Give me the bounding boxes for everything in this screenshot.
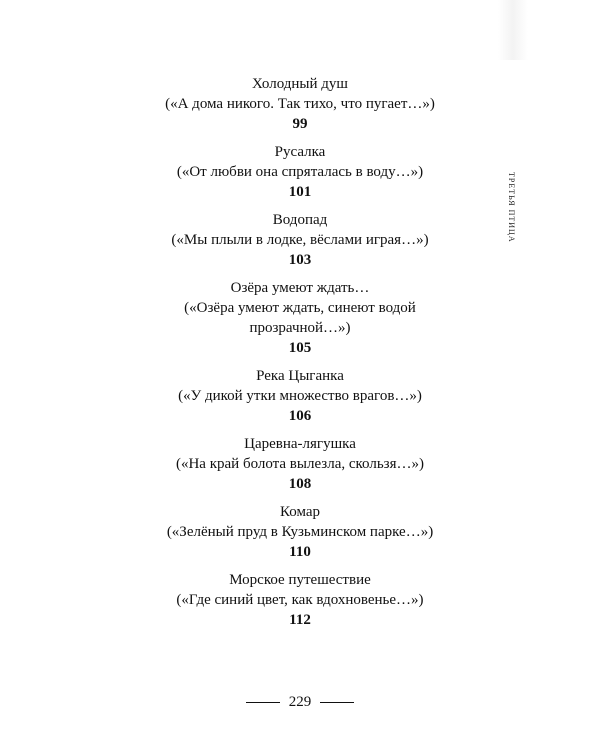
toc-entry [100, 210, 500, 270]
entry-page-number: 110 [289, 544, 311, 560]
toc-entry [100, 570, 500, 630]
entry-title: Русалка [274, 144, 326, 160]
toc-entry [100, 434, 500, 494]
page-footer [0, 694, 600, 711]
footer-rule-left [246, 702, 280, 703]
toc-entry [100, 366, 500, 426]
entry-title: Река Цыганка [256, 368, 344, 384]
entry-title: Озёра умеют ждать… [230, 280, 370, 296]
entry-first-line: («Где синий цвет, как вдохновенье…») [176, 592, 424, 608]
footer-rule-right [320, 702, 354, 703]
entry-page-number: 103 [288, 252, 312, 268]
toc-entry [100, 74, 500, 134]
toc-entry [100, 278, 500, 358]
entry-page-number: 108 [288, 476, 312, 492]
page-number: 229 [288, 694, 312, 710]
entry-title: Водопад [272, 212, 328, 228]
entry-first-line: («Озёра умеют ждать, синеют водой прозрачной…») [184, 300, 416, 336]
toc-entry [100, 142, 500, 202]
entry-title: Морское путешествие [229, 572, 371, 588]
entry-page-number: 106 [288, 408, 312, 424]
entry-title: Комар [279, 504, 321, 520]
entry-first-line: («А дома никого. Так тихо, что пугает…») [165, 96, 435, 112]
toc-entry [100, 502, 500, 562]
section-running-head: ТРЕТЬЯ ПТИЦА [507, 172, 516, 243]
entry-first-line: («Зелёный пруд в Кузьминском парке…») [166, 524, 434, 540]
entry-page-number: 105 [288, 340, 312, 356]
entry-page-number: 99 [292, 116, 308, 132]
entry-page-number: 101 [288, 184, 312, 200]
entry-first-line: («У дикой утки множество врагов…») [178, 388, 422, 404]
entry-title: Холодный душ [252, 76, 348, 92]
page-edge-shadow [498, 0, 528, 60]
entry-first-line: («На край болота вылезла, скользя…») [175, 456, 424, 472]
entry-first-line: («От любви она спряталась в воду…») [176, 164, 424, 180]
entry-title: Царевна-лягушка [244, 436, 356, 452]
entry-page-number: 112 [289, 612, 311, 628]
table-of-contents [100, 74, 500, 638]
entry-first-line: («Мы плыли в лодке, вёслами играя…») [171, 232, 429, 248]
